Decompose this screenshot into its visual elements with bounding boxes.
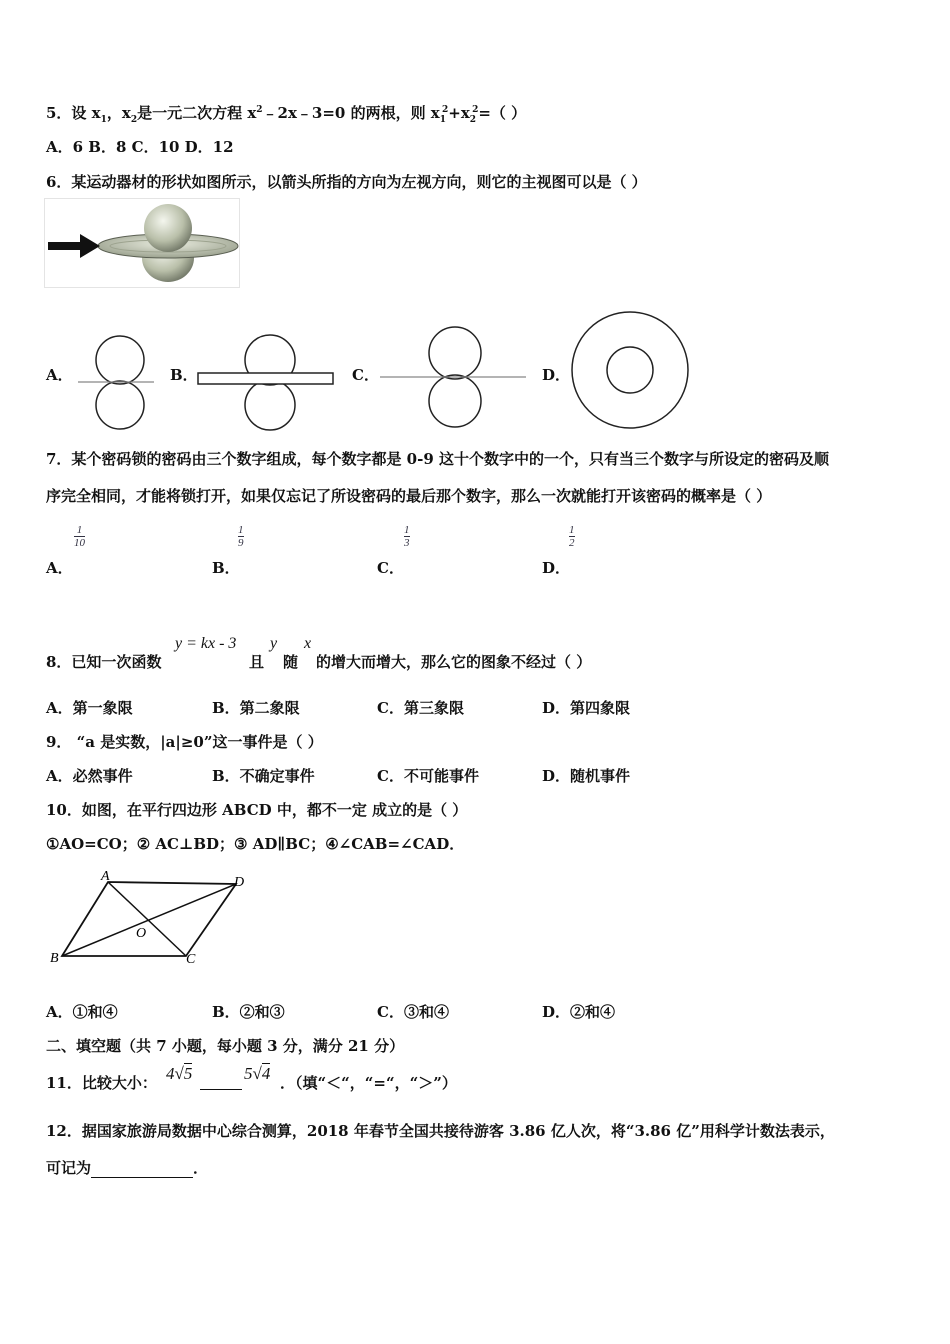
q9-option-a: A．必然事件 xyxy=(46,767,133,785)
upper-ball xyxy=(144,204,192,252)
q7-option-c-fraction: $\frac{1}{3}$ xyxy=(404,524,410,549)
q9-option-b: B．不确定事件 xyxy=(212,767,315,785)
q11-expr-b: 5√4 xyxy=(244,1064,271,1083)
q12-line1: 12．据国家旅游局数据中心综合测算，2018 年春节全国共接待游客 3.86 亿人次，将“3.86 亿”用科学计数法表示， xyxy=(46,1122,835,1140)
q8-formula: y = kx - 3 xyxy=(175,635,237,652)
q7-option-d-fraction: $\frac{1}{2}$ xyxy=(569,524,575,549)
q7-option-d-label: D． xyxy=(542,559,571,577)
q10-option-d: D．②和④ xyxy=(542,1003,616,1021)
q7-option-c-label: C． xyxy=(377,559,404,577)
diagonal-ac xyxy=(108,882,186,956)
q8-y-var: y xyxy=(270,635,278,652)
q6-option-c-figure xyxy=(378,327,528,427)
q6-option-a-label: A． xyxy=(46,366,73,384)
q7-option-b-fraction: $\frac{1}{9}$ xyxy=(238,524,244,549)
point-a: A xyxy=(101,869,110,884)
q7-stem-line1: 7．某个密码锁的密码由三个数字组成，每个数字都是 0-9 这十个数字中的一个，只有当三个数字与所设定的密码及顺 xyxy=(46,450,829,468)
q10-option-a: A．①和④ xyxy=(46,1003,118,1021)
q10-statements: ①AO=CO；② AC⊥BD；③ AD∥BC；④∠CAB=∠CAD． xyxy=(46,835,465,853)
q6-option-b-figure xyxy=(196,335,336,430)
q8-mid1: 且 xyxy=(249,653,265,671)
q6-option-d-figure xyxy=(570,310,692,432)
q5-options: A．6 B．8 C．10 D．12 xyxy=(46,138,234,156)
q11-answer-blank[interactable] xyxy=(200,1072,242,1090)
q11-suffix: ．（填“＜“，“=“，“＞”） xyxy=(280,1074,457,1092)
point-b: B xyxy=(50,951,59,966)
q6-option-d-label: D． xyxy=(542,366,571,384)
q7-option-a-fraction: $\frac{1}{10}$ xyxy=(74,524,85,549)
q8-prefix: 8．已知一次函数 xyxy=(46,653,162,671)
q6-equipment-figure xyxy=(44,198,240,288)
q8-option-b: B．第二象限 xyxy=(212,699,300,717)
point-c: C xyxy=(186,952,196,967)
q9-stem: 9． “a 是实数，|a|≥0”这一事件是（ ） xyxy=(46,733,323,751)
q8-option-a: A．第一象限 xyxy=(46,699,133,717)
q12-answer-blank[interactable] xyxy=(91,1160,193,1178)
q9-option-d: D．随机事件 xyxy=(542,767,631,785)
q6-option-c-label: C． xyxy=(352,366,379,384)
q9-option-c: C．不可能事件 xyxy=(377,767,479,785)
q7-stem-line2: 序完全相同，才能将锁打开，如果仅忘记了所设密码的最后那个数字，那么一次就能打开该密码的概率是（ ） xyxy=(46,487,772,505)
q10-stem: 10．如图，在平行四边形 ABCD 中，都不一定 成立的是（ ） xyxy=(46,801,468,819)
section2-title: 二、填空题（共 7 小题，每小题 3 分，满分 21 分） xyxy=(46,1037,405,1055)
q10-parallelogram-figure xyxy=(46,866,256,966)
q5-stem: 5．设 $x_1$，$x_2$是一元二次方程 $x^2﹣2x﹣3=0$ 的两根，则 $x_1^2+x_2^2=$（ ） xyxy=(46,104,527,125)
q11-prefix: 11．比较大小： xyxy=(46,1074,157,1092)
q8-option-c: C．第三象限 xyxy=(377,699,464,717)
q10-option-b: B．②和③ xyxy=(212,1003,285,1021)
q6-option-b-label: B． xyxy=(170,366,198,384)
q7-option-a-label: A． xyxy=(46,559,73,577)
q8-suffix: 的增大而增大，那么它的图象不经过（ ） xyxy=(316,653,592,671)
q11-expr-a: 4√5 xyxy=(166,1064,193,1083)
point-o: O xyxy=(136,926,147,941)
q8-mid2: 随 xyxy=(283,653,299,671)
q8-x-var: x xyxy=(304,635,312,652)
point-d: D xyxy=(234,875,245,890)
q6-option-a-figure xyxy=(74,335,154,430)
q7-option-b-label: B． xyxy=(212,559,240,577)
diagonal-bd xyxy=(62,884,236,956)
q10-option-c: C．③和④ xyxy=(377,1003,449,1021)
q8-option-d: D．第四象限 xyxy=(542,699,631,717)
q6-stem: 6．某运动器材的形状如图所示，以箭头所指的方向为左视方向，则它的主视图可以是（ ） xyxy=(46,173,647,191)
q12-line2: 可记为 ． xyxy=(46,1159,209,1177)
